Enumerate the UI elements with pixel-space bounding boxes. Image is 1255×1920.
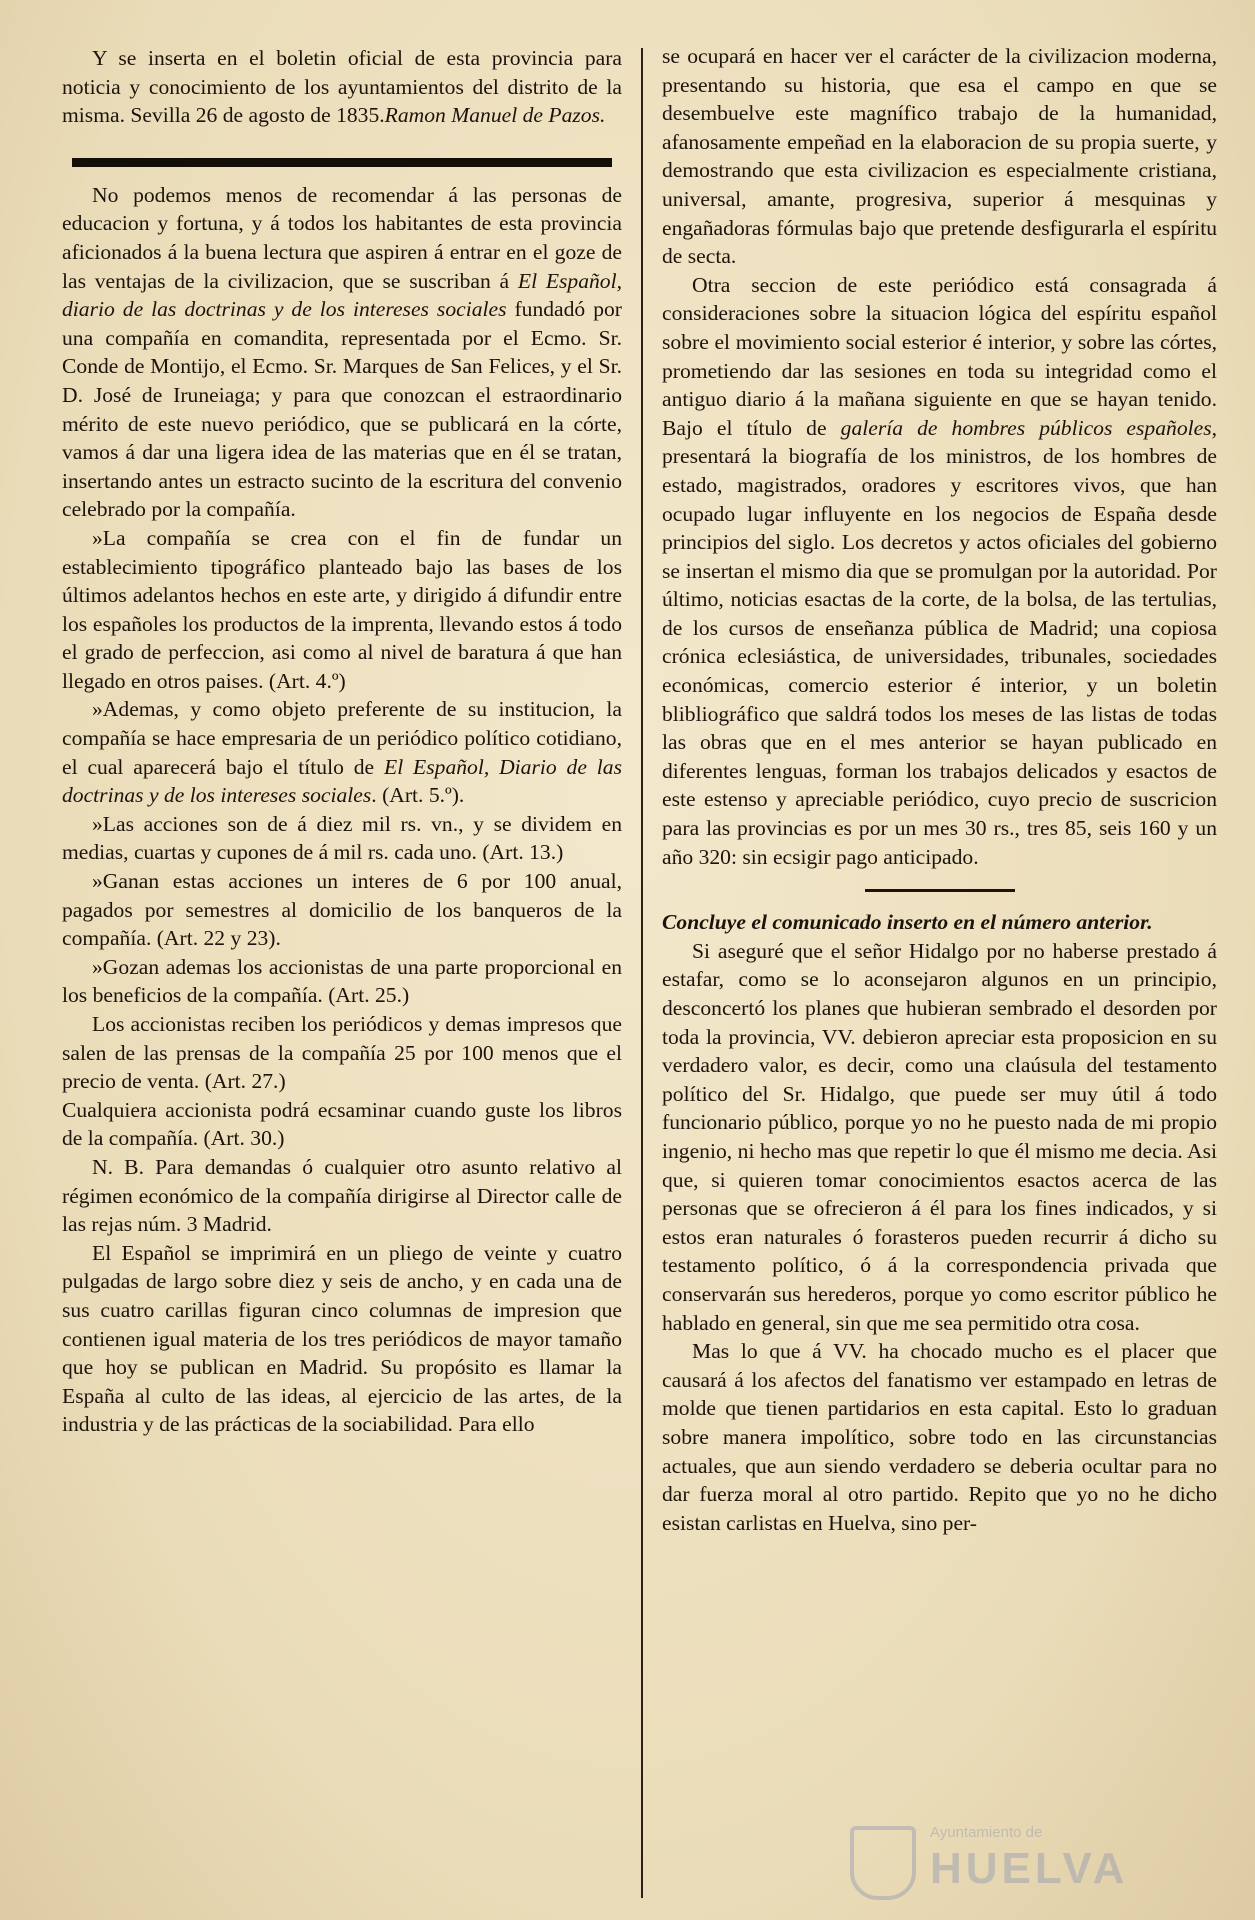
- watermark-subtitle: Ayuntamiento de: [930, 1824, 1043, 1841]
- signature-name: Ramon Manuel de Pazos.: [384, 103, 606, 128]
- seal-icon: [850, 1826, 916, 1900]
- paragraph: »Las acciones son de á diez mil rs. vn., y se dividem en medias, cuartas y cupones de á mil rs. cada uno. (Art. 13.): [62, 811, 622, 865]
- watermark-title: HUELVA: [930, 1844, 1129, 1893]
- left-column: [62, 44, 622, 1439]
- paragraph: »Ademas, y como objeto preferente de su institucion, la compañía se hace empresaria de un periódico político cotidiano, el cual aparecerá bajo el título de El Español, Diario de las doctrinas y de los intereses sociales. (Art. 5.º).: [62, 697, 622, 808]
- section-divider: [72, 158, 612, 167]
- archive-watermark: [850, 1820, 1220, 1900]
- paragraph: Si aseguré que el señor Hidalgo por no haberse prestado á estafar, como se lo aconsejaron algunos en un principio, desconcertó los planes que hubieran sembrado el desorden por toda la provincia, VV. debieron apreciar esta proposicion en su verdadero valor, es decir, como una claúsula del testamento político del Sr. Hidalgo, que puede ser muy útil á todo funcionario público, porque yo no he puesto nada de mi propio ingenio, ni hecho mas que repetir lo que él mismo me decia. Asi que, si quieren tomar conocimientos esactos acerca de las personas que se ofrecieron á él para los fines indicados, y si estos eran naturales ó forasteros pueden recurrir á dicho su testamento político, ó á la correspondencia privada que conservarán sus herederos, porque yo como escritor público he hablado en general, sin que me sea permitido otra cosa.: [662, 938, 1217, 1335]
- paragraph: Otra seccion de este periódico está consagrada á consideraciones sobre la situacion lógica del espíritu español sobre el movimiento social esterior é interior, y sobre las córtes, prometiendo dar las sesiones en toda su integridad como el antiguo diario á la mañana siguiente en que se hayan tenido. Bajo el título de galería de hombres públicos españoles, presentará la biografía de los ministros, de los hombres de estado, magistrados, oradores y escritores vivos, que han ocupado lugar influyente en los negocios de España desde principios del siglo. Los decretos y actos oficiales del gobierno se insertan el mismo dia que se promulgan por la autoridad. Por último, noticias esactas de la corte, de la bolsa, de las tertulias, de los cursos de enseñanza pública de Madrid; una copiosa crónica eclesiástica, de universidades, tribunales, sociedades económicas, comercio esterior é interior, y un boletin blibliográfico que saldrá todos los meses de las listas de todas las obras que en el mes anterior se hayan publicado en diferentes lenguas, forman los trabajos delicados y esactos de este estenso y apreciable periódico, cuyo precio de suscricion para las provincias es por un mes 30 rs., tres 85, seis 160 y un año 320: sin ecsigir pago anticipado.: [662, 272, 1218, 869]
- article-heading: Concluye el comunicado inserto en el número anterior.: [662, 910, 1153, 935]
- newspaper-title: El Español, diario de las doctrinas y de los intereses sociales: [62, 268, 622, 322]
- paragraph: Mas lo que á VV. ha chocado mucho es el placer que causará á los afectos del fanatismo ver estampado en letras de molde que tienen partidarios en esta capital. Esto lo graduan sobre manera impolítico, sobre todo en las circunstancias actuales, que aun siendo verdadero se deberia ocultar para no dar fuerza moral al otro partido. Repito que yo no he dicho esistan carlistas en Huelva, sino per-: [662, 1339, 1217, 1535]
- section-title: galería de hombres públicos españoles: [840, 415, 1212, 440]
- column-divider: [641, 48, 643, 1898]
- paragraph: »Gozan ademas los accionistas de una parte proporcional en los beneficios de la compañía. (Art. 25.): [62, 954, 622, 1008]
- paragraph: Y se inserta en el boletin oficial de esta provincia para noticia y conocimiento de los ayuntamientos del distrito de la misma. Sevilla 26 de agosto de 1835.Ramon Manuel de Pazos.: [62, 46, 622, 128]
- paragraph: Los accionistas reciben los periódicos y demas impresos que salen de las prensas de la compañía 25 por 100 menos que el precio de venta. (Art. 27.): [62, 1012, 622, 1094]
- paragraph: N. B. Para demandas ó cualquier otro asunto relativo al régimen económico de la compañía dirigirse al Director calle de las rejas núm. 3 Madrid.: [62, 1154, 622, 1237]
- paragraph: »La compañía se crea con el fin de fundar un establecimiento tipográfico planteado bajo las bases de los últimos adelantos hechos en este arte, y dirigido á difundir entre los españoles los productos de la imprenta, llevando estos á todo el grado de perfeccion, asi como al nivel de baratura á que han llegado en otros paises. (Art. 4.º): [62, 525, 622, 693]
- paragraph: se ocupará en hacer ver el carácter de la civilizacion moderna, presentando su historia, que esa el campo en que se desembuelve este magnífico trabajo de la humanidad, afanosamente empeñad en la elaboracion de su propia suerte, y demostrando que esta civilizacion es especialmente cristiana, universal, amante, progresiva, superior á mesquinas y engañadoras fórmulas bajo que pretende desfigurarla el espíritu de secta.: [662, 44, 1217, 269]
- paragraph: »Ganan estas acciones un interes de 6 por 100 anual, pagados por semestres al domicilio de los banqueros de la compañía. (Art. 22 y 23).: [62, 869, 622, 951]
- section-divider: [865, 889, 1015, 892]
- paragraph: Cualquiera accionista podrá ecsaminar cuando guste los libros de la compañía. (Art. 30.): [62, 1097, 622, 1151]
- right-column: [662, 42, 1217, 1537]
- paragraph: No podemos menos de recomendar á las personas de educacion y fortuna, y á todos los habitantes de esta provincia aficionados á la buena lectura que aspiren á entrar en el goze de las ventajas de la civilizacion, que se suscriban á El Español, diario de las doctrinas y de los intereses sociales fundadó por una compañía en comandita, representada por el Ecmo. Sr. Conde de Montijo, el Ecmo. Sr. Marques de San Felices, y el Sr. D. José de Iruneiaga; y para que conozcan el estraordinario mérito de este nuevo periódico, que se publicará en la córte, vamos á dar una ligera idea de las materias que en él se tratan, insertando antes un estracto sucinto de la escritura del convenio celebrado por la compañía.: [62, 182, 622, 522]
- newspaper-title: El Español, Diario de las doctrinas y de los intereses sociales: [62, 754, 622, 808]
- paragraph: El Español se imprimirá en un pliego de veinte y cuatro pulgadas de largo sobre diez y seis de ancho, y en cada una de sus cuatro carillas figuran cinco columnas de impresion que contienen igual materia de los tres periódicos de mayor tamaño que hoy se publican en Madrid. Su propósito es llamar la España al culto de las ideas, al ejercicio de las artes, de la industria y de las prácticas de la sociabilidad. Para ello: [62, 1240, 622, 1437]
